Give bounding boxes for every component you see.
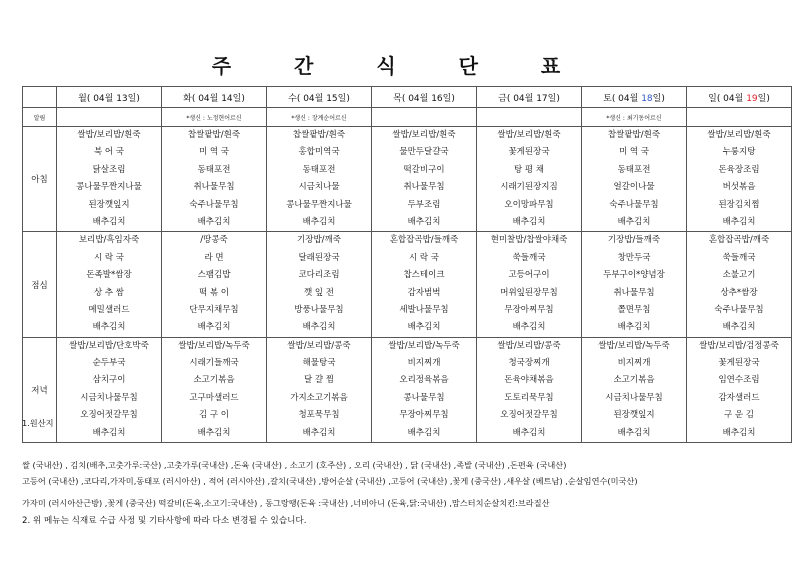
origin-line-3: 가자미 (러시아산근방) ,꽃게 (중국산) 떡갈비(돈육,소고기:국내산) , 동그랑땡(돈육 :국내산) ,너비아니 (돈육,닭:국내산) ,맘스터치순살치킨:브라질산 [22, 498, 550, 508]
menu-item: 보리밥/흑임자죽 [78, 235, 140, 246]
menu-item: 배추김치 [617, 322, 651, 333]
menu-item: 비지찌개 [407, 358, 441, 369]
meal-cell [162, 127, 267, 232]
menu-item: 상 추 쌈 [93, 287, 125, 298]
menu-item: 배추김치 [407, 216, 441, 227]
menu-item: 배추김치 [617, 216, 651, 227]
menu-item: 쌀밥/보리밥/콩죽 [287, 340, 351, 351]
menu-item: 감자샐러드 [718, 392, 760, 403]
meal-cell [267, 337, 372, 442]
notice-cell [57, 108, 162, 127]
notes-heading: 1.원산지 [22, 418, 54, 428]
menu-item: 콩나물무침 [403, 392, 445, 403]
day-header-sun: 일( 04월 19일) [687, 87, 792, 108]
menu-item: 고등어구이 [508, 270, 550, 281]
menu-item: 쌀밥/보리밥/흰죽 [497, 130, 561, 140]
menu-item: 청국장찌개 [508, 358, 550, 369]
meal-cell [57, 337, 162, 442]
menu-item: 두부조림 [407, 199, 441, 210]
menu-item: 동태포전 [197, 164, 231, 175]
menu-item: 꽃게된장국 [508, 147, 550, 158]
menu-item: 무장아찌무침 [399, 410, 449, 421]
menu-item: 배추김치 [197, 216, 231, 227]
menu-item: 배추김치 [722, 427, 756, 438]
menu-item: 배추김치 [92, 322, 126, 333]
origin-line-2: 고등어 (국내산) ,코다리,가자미,동태포 (러시아산) , 적어 (러시아산) ,갈치(국내산) ,방어순살 (국내산) ,고등어 (국내산) ,꽃게 (중국산) ,새우살 (베트남) ,순살임연수(미국산) [22, 476, 638, 486]
menu-item: 삼치구이 [92, 375, 126, 386]
meal-cell [582, 127, 687, 232]
menu-item: /땅콩죽 [200, 235, 228, 246]
menu-item: 시금치나물무침 [80, 392, 138, 403]
menu-item: 취나물무침 [193, 182, 235, 193]
meal-label: 점심 [23, 232, 57, 337]
menu-item: 쌀밥/보리밥/녹두죽 [598, 340, 670, 351]
menu-item: 찹쌀팥밥/흰죽 [292, 130, 346, 140]
day-header-fri: 금( 04월 17일) [477, 87, 582, 108]
header-row [23, 87, 792, 108]
menu-item: 북 어 국 [93, 147, 125, 158]
menu-item: 취나물무침 [403, 182, 445, 193]
menu-item: 미 역 국 [198, 147, 230, 158]
menu-item: 쌀밥/보리밥/녹두죽 [388, 340, 460, 351]
menu-item: 쑥들깨국 [722, 252, 756, 263]
meal-cell [582, 337, 687, 442]
notice-change: 2. 위 메뉴는 식재료 수급 사정 및 기타사항에 따라 다소 변경될 수 있습니다. [22, 516, 307, 526]
menu-item: 오징어젓갈무침 [500, 410, 558, 421]
menu-item: 미 역 국 [618, 147, 650, 158]
menu-item: 청포묵무침 [298, 410, 340, 421]
meal-cell [687, 232, 792, 337]
notice-cell: *생신 : 최기동어르신 [582, 108, 687, 127]
menu-item: 찹쌀팥밥/흰죽 [607, 130, 661, 140]
meal-cell [687, 127, 792, 232]
menu-item: 단무지채무침 [189, 304, 239, 315]
menu-item: 떡갈비구이 [403, 164, 445, 175]
menu-item: 찹스테이크 [403, 270, 445, 281]
menu-item: 돈족발*쌈장 [86, 270, 132, 281]
menu-item: 고구마샐러드 [189, 392, 239, 403]
menu-item: 배추김치 [302, 427, 336, 438]
meal-cell [162, 232, 267, 337]
meal-cell [372, 232, 477, 337]
menu-item: 감자범벅 [407, 287, 441, 298]
menu-item: 소고기볶음 [613, 375, 655, 386]
menu-item: 배추김치 [197, 322, 231, 333]
menu-item: 달래된장국 [298, 252, 340, 263]
origin-line-1: 쌀 (국내산) , 김치(배추,고춧가루:국산) ,고춧가루(국내산) ,돈육 (국내산) , 소고기 (호주산) , 오리 (국내산) , 닭 (국내산) ,족발 (국내산) ,돈편육 (국내산) [22, 460, 567, 470]
menu-item: 찹쌀팥밥/흰죽 [187, 130, 241, 140]
menu-item: 꽃게된장국 [718, 358, 760, 369]
menu-item: 배추김치 [617, 427, 651, 438]
menu-item: 배추김치 [92, 216, 126, 227]
menu-item: 해물탕국 [302, 358, 336, 369]
menu-item: 김 구 이 [198, 410, 230, 421]
menu-item: 배추김치 [512, 427, 546, 438]
menu-item: 코다리조림 [298, 270, 340, 281]
menu-item: 오이망파무침 [504, 199, 554, 210]
meal-row [23, 337, 792, 442]
menu-item: 혼합잡곡밥/깨죽 [708, 235, 770, 246]
menu-item: 쫄면무침 [617, 304, 651, 315]
menu-item: 숙주나물무침 [714, 304, 764, 315]
menu-item: 오징어젓갈무침 [80, 410, 138, 421]
day-header-thu: 목( 04월 16일) [372, 87, 477, 108]
menu-item: 콩나물무짠지나물 [286, 199, 352, 210]
menu-item: 무장아찌무침 [504, 304, 554, 315]
day-header-wed: 수( 04월 15일) [267, 87, 372, 108]
menu-item: 현미찰밥/찹쌀야채죽 [490, 235, 568, 246]
menu-item: 달 걀 찜 [303, 375, 335, 386]
meal-cell [372, 337, 477, 442]
menu-item: 홍합미역국 [298, 147, 340, 158]
menu-item: 배추김치 [407, 322, 441, 333]
menu-item: 숙주나물무침 [609, 199, 659, 210]
menu-item: 가지소고기볶음 [290, 392, 348, 403]
menu-item: 시 락 국 [93, 252, 125, 263]
day-header-mon: 월( 04월 13일) [57, 87, 162, 108]
menu-item: 쌀밥/보리밥/흰죽 [77, 130, 141, 140]
menu-item: 배추김치 [92, 427, 126, 438]
menu-item: 순두부국 [92, 358, 126, 369]
menu-item: 소불고기 [722, 270, 756, 281]
menu-item: 쌀밥/보리밥/흰죽 [707, 130, 771, 140]
menu-item: 된장김치찜 [718, 199, 760, 210]
menu-item: 돈육야채볶음 [504, 375, 554, 386]
meal-cell [57, 127, 162, 232]
menu-item: 소고기볶음 [193, 375, 235, 386]
meal-row [23, 232, 792, 337]
menu-item: 시래기된장지짐 [500, 182, 558, 193]
meal-label: 아침 [23, 127, 57, 232]
notice-cell [477, 108, 582, 127]
menu-item: 동태포전 [617, 164, 651, 175]
day-header-tue: 화( 04월 14일) [162, 87, 267, 108]
menu-item: 얼갈이나물 [613, 182, 655, 193]
menu-item: 비지찌개 [617, 358, 651, 369]
menu-item: 시래기들깨국 [189, 358, 239, 369]
menu-item: 배추김치 [512, 322, 546, 333]
menu-item: 세발나물무침 [399, 304, 449, 315]
menu-item: 돈육장조림 [718, 164, 760, 175]
menu-item: 된장깻잎지 [88, 199, 130, 210]
meal-cell [477, 127, 582, 232]
meal-cell [477, 337, 582, 442]
menu-item: 창만두국 [617, 252, 651, 263]
menu-item: 쌀밥/보리밥/흰죽 [392, 130, 456, 140]
menu-item: 시 락 국 [408, 252, 440, 263]
menu-item: 닭살조림 [92, 164, 126, 175]
menu-item: 깻 잎 전 [303, 287, 335, 298]
corner-cell [23, 87, 57, 108]
notice-row [23, 108, 792, 127]
meal-cell [582, 232, 687, 337]
menu-item: 기장밥/깨죽 [297, 235, 341, 246]
meal-label: 저녁 [23, 337, 57, 442]
notice-cell [372, 108, 477, 127]
menu-item: 된장깻잎지 [613, 410, 655, 421]
menu-item: 쌀밥/보리밥/검정콩죽 [699, 340, 779, 351]
menu-item: 배추김치 [722, 216, 756, 227]
menu-item: 누룽지탕 [722, 147, 756, 158]
meal-cell [267, 232, 372, 337]
menu-item: 라 면 [204, 252, 224, 263]
menu-item: 물만두달걀국 [399, 147, 449, 158]
notice-cell: *생신 : 노정현어르신 [162, 108, 267, 127]
menu-item: 동태포전 [302, 164, 336, 175]
menu-item: 배추김치 [302, 216, 336, 227]
notice-label: 알림 [23, 108, 57, 127]
menu-item: 배추김치 [512, 216, 546, 227]
menu-item: 쌀밥/보리밥/녹두죽 [178, 340, 250, 351]
meal-cell [57, 232, 162, 337]
meal-cell [477, 232, 582, 337]
day-header-sat: 토( 04월 18일) [582, 87, 687, 108]
meal-cell [267, 127, 372, 232]
menu-item: 버섯볶음 [722, 182, 756, 193]
menu-item: 두부구이*양념장 [603, 270, 665, 281]
menu-item: 콩나물무짠지나물 [76, 182, 142, 193]
meal-row [23, 127, 792, 232]
menu-item: 구 운 김 [723, 410, 755, 421]
menu-item: 임연수조림 [718, 375, 760, 386]
weekly-menu-table [22, 86, 792, 443]
menu-item: 상추*쌈장 [720, 287, 758, 298]
menu-item: 쌀밥/보리밥/단호박죽 [69, 340, 149, 351]
menu-item: 스팸김밥 [197, 270, 231, 281]
menu-item: 배추김치 [407, 427, 441, 438]
menu-item: 배추김치 [722, 322, 756, 333]
meal-cell [687, 337, 792, 442]
menu-item: 탕 평 채 [513, 164, 545, 175]
notice-cell: *생신 : 장계순어르신 [267, 108, 372, 127]
notice-cell [687, 108, 792, 127]
menu-item: 쌀밥/보리밥/콩죽 [497, 340, 561, 351]
menu-item: 머위잎된장무침 [500, 287, 558, 298]
page-title: 주 간 식 단 표 [211, 54, 589, 78]
menu-item: 오리정육볶음 [399, 375, 449, 386]
menu-item: 배추김치 [302, 322, 336, 333]
meal-cell [162, 337, 267, 442]
menu-item: 시금치나물무침 [605, 392, 663, 403]
menu-item: 숙주나물무침 [189, 199, 239, 210]
menu-item: 배추김치 [197, 427, 231, 438]
menu-item: 혼합잡곡밥/들깨죽 [389, 235, 459, 246]
menu-item: 방풍나물무침 [294, 304, 344, 315]
menu-item: 쑥들깨국 [512, 252, 546, 263]
meal-cell [372, 127, 477, 232]
menu-item: 떡 볶 이 [198, 287, 230, 298]
menu-item: 시금치나물 [298, 182, 340, 193]
menu-item: 기장밥/들깨죽 [607, 235, 661, 246]
menu-item: 도토리묵무침 [504, 392, 554, 403]
menu-item: 메밀샐러드 [88, 304, 130, 315]
menu-item: 취나물무침 [613, 287, 655, 298]
